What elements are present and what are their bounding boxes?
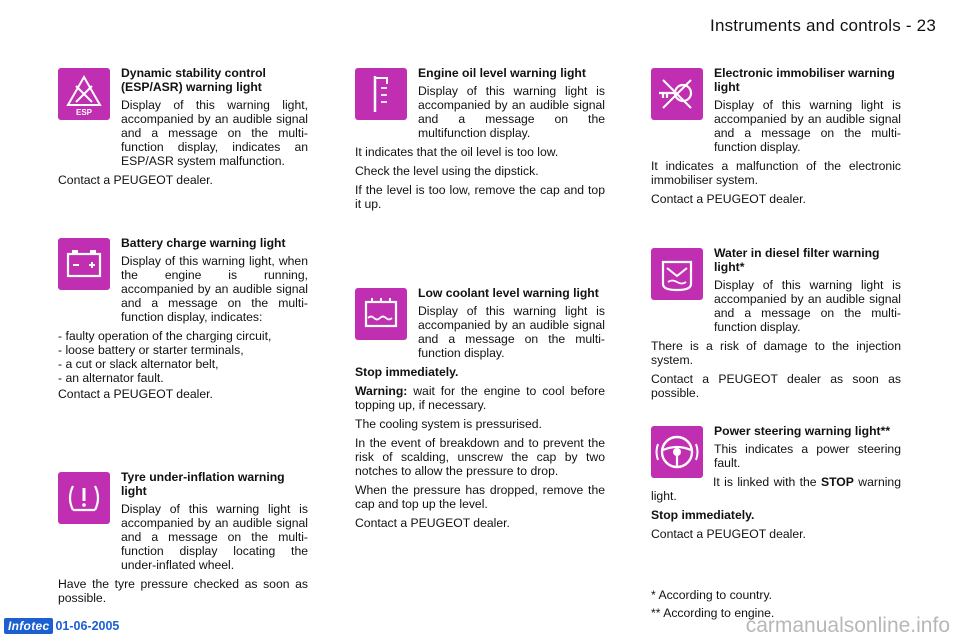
battery-icon [58, 238, 110, 290]
footer-date: 01-06-2005 [55, 619, 120, 633]
tyre-section [58, 470, 308, 610]
power-steering-link-after: warning light. [651, 475, 901, 503]
coolant-pressurised: The cooling system is pressurised. [355, 417, 542, 431]
coolant-warning [355, 384, 605, 412]
power-steering-link-before: It is linked with the [713, 475, 821, 489]
diesel-filter-description: Display of this warning light is accompanied by an audible signal and a message on the multi-function display. [714, 278, 901, 334]
coolant-icon [355, 288, 407, 340]
tyre-advice: Have the tyre pressure checked as soon as possible. [58, 577, 308, 605]
steering-wheel-icon [651, 426, 703, 478]
oil-topup: If the level is too low, remove the cap and top it up. [355, 183, 605, 211]
coolant-warning-label: Warning: [355, 384, 408, 398]
power-steering-section [651, 424, 901, 546]
coolant-breakdown: In the event of breakdown and to prevent the risk of scalding, unscrew the cap by two notches to allow the pressure to drop. [355, 436, 605, 478]
battery-dealer-note: Contact a PEUGEOT dealer. [58, 387, 213, 401]
battery-title: Battery charge warning light [121, 236, 286, 250]
power-steering-description: This indicates a power steering fault. [714, 442, 901, 470]
coolant-title: Low coolant level warning light [418, 286, 599, 300]
coolant-stop: Stop immediately. [355, 365, 459, 379]
diesel-filter-dealer-note: Contact a PEUGEOT dealer as soon as possible. [651, 372, 901, 400]
immobiliser-description: Display of this warning light is accompanied by an audible signal and a message on the multi-function display. [714, 98, 901, 154]
watermark: carmanualsonline.info [745, 614, 950, 637]
footer [4, 618, 119, 634]
oil-description: Display of this warning light is accompanied by an audible signal and a message on the multifunction display. [418, 84, 605, 140]
list-item: - loose battery or starter terminals, [58, 343, 244, 357]
power-steering-dealer-note: Contact a PEUGEOT dealer. [651, 527, 806, 541]
oil-section [355, 66, 605, 216]
immobiliser-title: Electronic immobiliser warning light [714, 66, 895, 94]
list-item: - a cut or slack alternator belt, [58, 357, 219, 371]
infotec-logo: Infotec [4, 618, 53, 634]
esp-title: Dynamic stability control (ESP/ASR) warning light [121, 66, 266, 94]
power-steering-link [651, 475, 901, 503]
power-steering-title: Power steering warning light** [714, 424, 891, 438]
coolant-description: Display of this warning light is accompanied by an audible signal and a message on the multi-function display. [418, 304, 605, 360]
immobiliser-dealer-note: Contact a PEUGEOT dealer. [651, 192, 806, 206]
footnote-country: * According to country. [651, 588, 773, 602]
esp-description: Display of this warning light, accompanied by an audible signal and a message on the multi-function display, indicates an ESP/ASR system malfunction. [121, 98, 308, 168]
esp-icon-label: ESP [75, 108, 93, 117]
esp-section [58, 66, 308, 192]
oil-check: Check the level using the dipstick. [355, 164, 539, 178]
page-title: Instruments and controls - 23 [710, 16, 936, 35]
battery-description: Display of this warning light, when the engine is running, accompanied by an audible signal and a message on the multi-function display, indicates: [121, 254, 308, 324]
oil-title: Engine oil level warning light [418, 66, 586, 80]
diesel-filter-title: Water in diesel filter warning light* [714, 246, 880, 274]
tyre-description: Display of this warning light is accompanied by an audible signal and a message on the multi-function display locating the under-inflated wheel. [121, 502, 308, 572]
coolant-dealer-note: Contact a PEUGEOT dealer. [355, 516, 510, 530]
diesel-filter-icon [651, 248, 703, 300]
immobiliser-section [651, 66, 901, 211]
diesel-filter-risk: There is a risk of damage to the injection system. [651, 339, 901, 367]
coolant-warning-text: wait for the engine to cool before topping up, if necessary. [355, 384, 605, 412]
esp-dealer-note: Contact a PEUGEOT dealer. [58, 173, 213, 187]
coolant-section [355, 286, 605, 535]
immobiliser-icon [651, 68, 703, 120]
stop-label: STOP [820, 475, 854, 489]
power-steering-stop: Stop immediately. [651, 508, 755, 522]
list-item: - faulty operation of the charging circuit, [58, 329, 272, 343]
battery-fault-list [58, 329, 308, 385]
tyre-pressure-icon [58, 472, 110, 524]
footnote-engine: ** According to engine. [651, 606, 775, 620]
immobiliser-indication: It indicates a malfunction of the electronic immobiliser system. [651, 159, 901, 187]
oil-indication: It indicates that the oil level is too low. [355, 145, 559, 159]
diesel-filter-section [651, 246, 901, 405]
esp-warning-icon [58, 68, 110, 120]
battery-section [58, 236, 308, 406]
oil-level-icon [355, 68, 407, 120]
coolant-remove-cap: When the pressure has dropped, remove the cap and top up the level. [355, 483, 605, 511]
tyre-title: Tyre under-inflation warning light [121, 470, 285, 498]
list-item: - an alternator fault. [58, 371, 164, 385]
